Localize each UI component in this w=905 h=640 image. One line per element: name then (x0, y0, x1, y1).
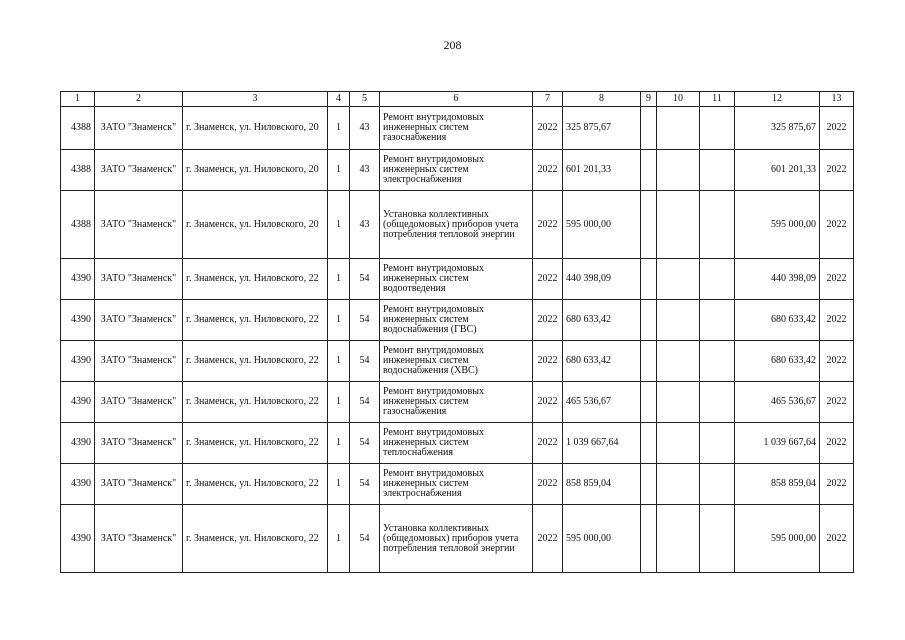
address-cell: г. Знаменск, ул. Ниловского, 20 (183, 150, 328, 191)
cell: 54 (350, 259, 380, 300)
column-header: 10 (657, 92, 700, 107)
year-cell: 2022 (533, 382, 563, 423)
work-type-cell: Ремонт внутридомовых инженерных систем газоснабжения (380, 382, 533, 423)
id-cell: 4390 (61, 382, 95, 423)
total-cost-cell: 595 000,00 (563, 191, 641, 259)
address-cell: г. Знаменск, ул. Ниловского, 22 (183, 300, 328, 341)
cell: 1 (328, 464, 350, 505)
address-cell: г. Знаменск, ул. Ниловского, 22 (183, 382, 328, 423)
year-cell: 2022 (533, 423, 563, 464)
work-type-cell: Ремонт внутридомовых инженерных систем водоснабжения (ХВС) (380, 341, 533, 382)
completion-year-cell: 2022 (820, 300, 854, 341)
municipality-cell: ЗАТО "Знаменск" (95, 382, 183, 423)
municipality-cell: ЗАТО "Знаменск" (95, 259, 183, 300)
cell (657, 505, 700, 573)
cell: 1 (328, 341, 350, 382)
work-type-cell: Ремонт внутридомовых инженерных систем газоснабжения (380, 107, 533, 150)
cell (700, 423, 735, 464)
cell: 1 (328, 505, 350, 573)
table-row (61, 341, 854, 382)
cell: 1 (328, 423, 350, 464)
total-cost-cell: 1 039 667,64 (563, 423, 641, 464)
id-cell: 4390 (61, 423, 95, 464)
column-header: 12 (735, 92, 820, 107)
table-row (61, 191, 854, 259)
table-row (61, 259, 854, 300)
cell (700, 150, 735, 191)
cell: 54 (350, 505, 380, 573)
column-header: 13 (820, 92, 854, 107)
year-cell: 2022 (533, 259, 563, 300)
column-header: 1 (61, 92, 95, 107)
column-header: 7 (533, 92, 563, 107)
cell (700, 107, 735, 150)
cell: 54 (350, 382, 380, 423)
cell: 1 (328, 107, 350, 150)
municipality-cell: ЗАТО "Знаменск" (95, 300, 183, 341)
table-row (61, 150, 854, 191)
id-cell: 4390 (61, 464, 95, 505)
cell (657, 191, 700, 259)
cell (641, 300, 657, 341)
address-cell: г. Знаменск, ул. Ниловского, 22 (183, 423, 328, 464)
cell: 43 (350, 150, 380, 191)
fund-cost-cell: 601 201,33 (735, 150, 820, 191)
municipality-cell: ЗАТО "Знаменск" (95, 423, 183, 464)
address-cell: г. Знаменск, ул. Ниловского, 20 (183, 107, 328, 150)
cell (700, 341, 735, 382)
id-cell: 4390 (61, 341, 95, 382)
year-cell: 2022 (533, 505, 563, 573)
cell (641, 259, 657, 300)
column-header: 2 (95, 92, 183, 107)
cell (641, 464, 657, 505)
cell (700, 259, 735, 300)
total-cost-cell: 680 633,42 (563, 341, 641, 382)
column-header: 3 (183, 92, 328, 107)
municipality-cell: ЗАТО "Знаменск" (95, 464, 183, 505)
address-cell: г. Знаменск, ул. Ниловского, 20 (183, 191, 328, 259)
year-cell: 2022 (533, 341, 563, 382)
cell (700, 191, 735, 259)
id-cell: 4388 (61, 107, 95, 150)
work-type-cell: Ремонт внутридомовых инженерных систем водоотведения (380, 259, 533, 300)
id-cell: 4390 (61, 259, 95, 300)
cell (641, 107, 657, 150)
year-cell: 2022 (533, 191, 563, 259)
municipality-cell: ЗАТО "Знаменск" (95, 150, 183, 191)
fund-cost-cell: 465 536,67 (735, 382, 820, 423)
address-cell: г. Знаменск, ул. Ниловского, 22 (183, 464, 328, 505)
municipality-cell: ЗАТО "Знаменск" (95, 505, 183, 573)
table-row (61, 300, 854, 341)
column-header: 11 (700, 92, 735, 107)
cell (700, 464, 735, 505)
total-cost-cell: 601 201,33 (563, 150, 641, 191)
cell (657, 382, 700, 423)
cell (700, 382, 735, 423)
fund-cost-cell: 595 000,00 (735, 191, 820, 259)
cell (657, 300, 700, 341)
column-header: 4 (328, 92, 350, 107)
page-number: 208 (443, 38, 462, 52)
work-type-cell: Ремонт внутридомовых инженерных систем электроснабжения (380, 150, 533, 191)
year-cell: 2022 (533, 107, 563, 150)
completion-year-cell: 2022 (820, 505, 854, 573)
completion-year-cell: 2022 (820, 341, 854, 382)
cell (657, 464, 700, 505)
column-header: 5 (350, 92, 380, 107)
fund-cost-cell: 440 398,09 (735, 259, 820, 300)
fund-cost-cell: 858 859,04 (735, 464, 820, 505)
total-cost-cell: 465 536,67 (563, 382, 641, 423)
cell: 1 (328, 300, 350, 341)
cell (641, 382, 657, 423)
municipality-cell: ЗАТО "Знаменск" (95, 107, 183, 150)
repair-program-table (60, 91, 854, 573)
header-row (61, 92, 854, 107)
municipality-cell: ЗАТО "Знаменск" (95, 191, 183, 259)
cell (641, 423, 657, 464)
cell (657, 150, 700, 191)
column-header: 8 (563, 92, 641, 107)
completion-year-cell: 2022 (820, 150, 854, 191)
municipality-cell: ЗАТО "Знаменск" (95, 341, 183, 382)
fund-cost-cell: 595 000,00 (735, 505, 820, 573)
cell: 43 (350, 191, 380, 259)
id-cell: 4390 (61, 505, 95, 573)
cell (657, 259, 700, 300)
completion-year-cell: 2022 (820, 464, 854, 505)
cell (700, 505, 735, 573)
total-cost-cell: 858 859,04 (563, 464, 641, 505)
total-cost-cell: 325 875,67 (563, 107, 641, 150)
cell (657, 423, 700, 464)
cell (641, 191, 657, 259)
year-cell: 2022 (533, 150, 563, 191)
table-row (61, 464, 854, 505)
total-cost-cell: 440 398,09 (563, 259, 641, 300)
column-header: 9 (641, 92, 657, 107)
completion-year-cell: 2022 (820, 259, 854, 300)
id-cell: 4388 (61, 150, 95, 191)
table-row (61, 423, 854, 464)
cell (657, 107, 700, 150)
fund-cost-cell: 680 633,42 (735, 341, 820, 382)
table-row (61, 505, 854, 573)
column-header: 6 (380, 92, 533, 107)
work-type-cell: Установка коллективных (общедомовых) приборов учета потребления тепловой энергии (380, 505, 533, 573)
cell (641, 505, 657, 573)
cell: 54 (350, 464, 380, 505)
table-row (61, 107, 854, 150)
year-cell: 2022 (533, 464, 563, 505)
completion-year-cell: 2022 (820, 107, 854, 150)
address-cell: г. Знаменск, ул. Ниловского, 22 (183, 341, 328, 382)
total-cost-cell: 680 633,42 (563, 300, 641, 341)
cell (657, 341, 700, 382)
id-cell: 4390 (61, 300, 95, 341)
completion-year-cell: 2022 (820, 423, 854, 464)
work-type-cell: Ремонт внутридомовых инженерных систем водоснабжения (ГВС) (380, 300, 533, 341)
fund-cost-cell: 325 875,67 (735, 107, 820, 150)
fund-cost-cell: 680 633,42 (735, 300, 820, 341)
cell: 1 (328, 150, 350, 191)
cell: 54 (350, 341, 380, 382)
cell (700, 300, 735, 341)
cell: 54 (350, 423, 380, 464)
cell: 43 (350, 107, 380, 150)
fund-cost-cell: 1 039 667,64 (735, 423, 820, 464)
address-cell: г. Знаменск, ул. Ниловского, 22 (183, 259, 328, 300)
cell: 1 (328, 382, 350, 423)
cell: 54 (350, 300, 380, 341)
cell (641, 341, 657, 382)
work-type-cell: Ремонт внутридомовых инженерных систем теплоснабжения (380, 423, 533, 464)
work-type-cell: Ремонт внутридомовых инженерных систем электроснабжения (380, 464, 533, 505)
work-type-cell: Установка коллективных (общедомовых) приборов учета потребления тепловой энергии (380, 191, 533, 259)
completion-year-cell: 2022 (820, 382, 854, 423)
completion-year-cell: 2022 (820, 191, 854, 259)
cell (641, 150, 657, 191)
address-cell: г. Знаменск, ул. Ниловского, 22 (183, 505, 328, 573)
total-cost-cell: 595 000,00 (563, 505, 641, 573)
cell: 1 (328, 191, 350, 259)
cell: 1 (328, 259, 350, 300)
id-cell: 4388 (61, 191, 95, 259)
table-row (61, 382, 854, 423)
year-cell: 2022 (533, 300, 563, 341)
